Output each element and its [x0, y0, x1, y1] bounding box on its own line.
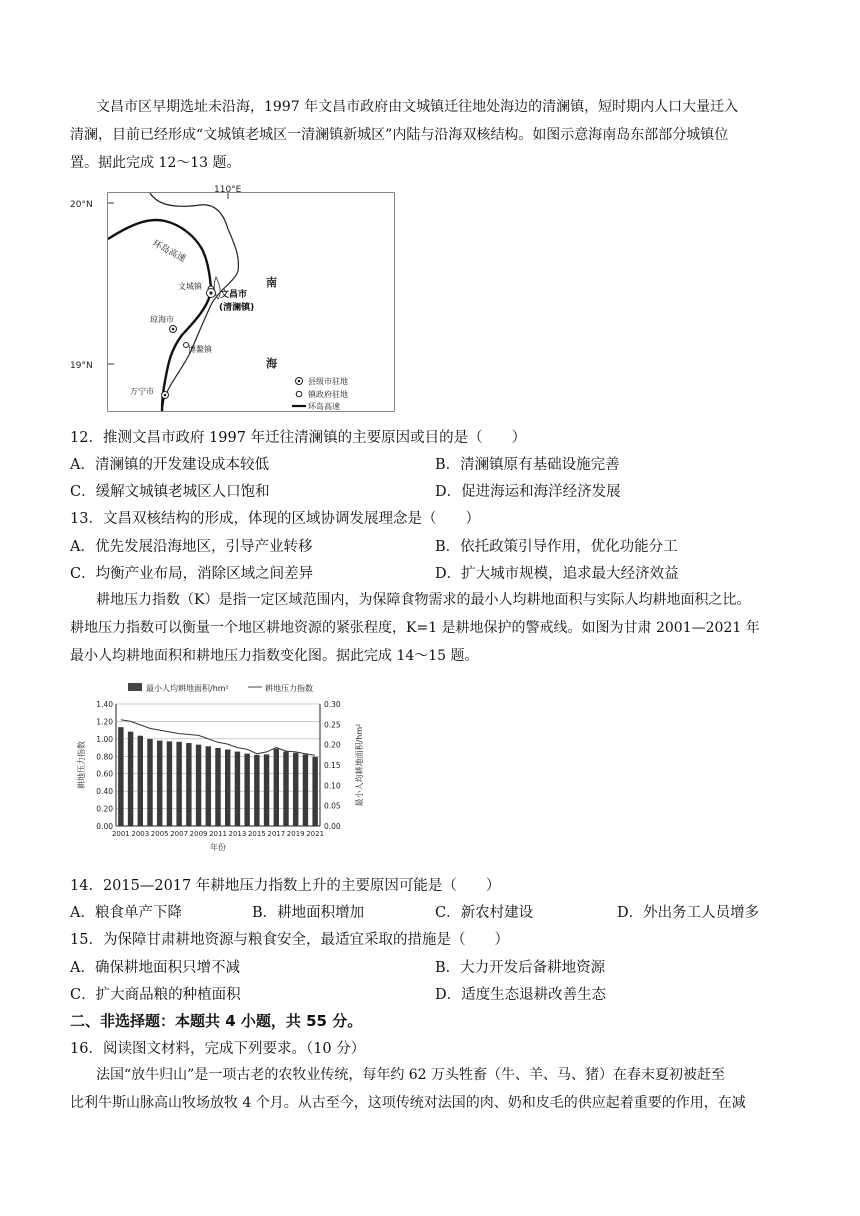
y-left-tick-label: 1.40 — [96, 700, 113, 709]
x-tick-label: 2015 — [247, 830, 266, 838]
passage2-line3: 最小人均耕地面积和耕地压力指数变化图。据此完成 14～15 题。 — [70, 648, 479, 664]
section-2-heading: 二、非选择题：本题共 4 小题，共 55 分。 — [70, 1012, 363, 1030]
q13-option-b[interactable]: B．依托政策引导作用，优化功能分工 — [435, 539, 678, 555]
x-tick-label: 2007 — [170, 830, 189, 838]
q14-stem: 14．2015—2017 年耕地压力指数上升的主要原因可能是（ ） — [70, 878, 501, 894]
q12-option-a[interactable]: A．清澜镇的开发建设成本较低 — [70, 457, 269, 473]
y-left-tick-label: 0.20 — [96, 804, 113, 814]
bar-2017 — [274, 749, 279, 826]
q15-option-a[interactable]: A．确保耕地面积只增不减 — [70, 960, 240, 976]
q14-option-d[interactable]: D．外出务工人员增多 — [617, 905, 760, 921]
legend-line-label: 耕地压力指数 — [265, 684, 313, 693]
y-left-tick-label: 0.80 — [96, 752, 113, 762]
x-tick-label: 2013 — [228, 830, 247, 838]
x-tick-label: 2019 — [286, 830, 305, 838]
legend-town: 镇政府驻地 — [308, 390, 348, 399]
y-left-axis-title: 耕地压力指数 — [77, 741, 86, 789]
y-left-tick-label: 1.20 — [96, 717, 113, 727]
y-left-tick-label: 1.00 — [96, 734, 113, 744]
wenchang-label: 文昌市 — [220, 290, 248, 300]
bar-2002 — [128, 732, 133, 826]
y-right-tick-label: 0.10 — [324, 781, 341, 791]
bar-2003 — [138, 736, 143, 826]
bar-2014 — [244, 754, 249, 826]
bar-2012 — [225, 750, 230, 826]
q15-stem: 15．为保障甘肃耕地资源与粮食安全，最适宜采取的措施是（ ） — [70, 932, 509, 948]
legend-town-icon — [296, 391, 302, 397]
bar-2007 — [176, 742, 181, 826]
lat-19n-label: 19°N — [70, 361, 93, 371]
gansu-chart — [70, 676, 390, 868]
q13-option-a[interactable]: A．优先发展沿海地区，引导产业转移 — [70, 539, 313, 555]
lat-20n-label: 20°N — [70, 200, 93, 210]
y-right-tick-label: 0.15 — [324, 761, 341, 770]
bar-2008 — [186, 743, 191, 826]
q12-option-d[interactable]: D．促进海运和海洋经济发展 — [435, 484, 621, 500]
y-right-tick-label: 0.05 — [324, 801, 341, 811]
sea-label-nan: 南 — [266, 276, 277, 289]
q12-stem: 12．推测文昌市政府 1997 年迁往清澜镇的主要原因或目的是（ ） — [70, 430, 527, 446]
y-right-axis-title: 最小人均耕地面积/hm² — [355, 723, 364, 807]
y-right-tick-label: 0.25 — [324, 720, 341, 730]
bar-2015 — [254, 755, 259, 826]
passage1-line1: 文昌市区早期选址未沿海，1997 年文昌市政府由文城镇迁往地处海边的清澜镇，短时期内人口大量迁入 — [96, 99, 739, 115]
q16-stem: 16．阅读图文材料，完成下列要求。（10 分） — [70, 1041, 366, 1057]
x-tick-label: 2001 — [111, 830, 130, 838]
bar-2020 — [303, 754, 308, 826]
passage2-line2: 耕地压力指数可以衡量一个地区耕地资源的紧张程度，K=1 是耕地保护的警戒线。如图为甘肃 2001—2021 年 — [70, 620, 760, 636]
boao-label: 博鳌镇 — [188, 345, 212, 354]
bar-2009 — [196, 745, 201, 826]
y-right-tick-label: 0.00 — [324, 822, 341, 831]
bar-2016 — [264, 754, 269, 826]
lon-110e-label: 110°E — [214, 185, 242, 195]
q15-option-c[interactable]: C．扩大商品粮的种植面积 — [70, 987, 241, 1003]
passage2-line1: 耕地压力指数（K）是指一定区域范围内，为保障食物需求的最小人均耕地面积与实际人均耕地面积之比。 — [96, 592, 751, 608]
wencheng-label: 文城镇 — [178, 282, 202, 291]
x-tick-label: 2003 — [131, 830, 150, 838]
q14-option-c[interactable]: C．新农村建设 — [435, 905, 534, 921]
q12-option-b[interactable]: B．清澜镇原有基础设施完善 — [435, 457, 620, 473]
x-tick-label: 2005 — [150, 830, 169, 838]
bar-2019 — [293, 753, 298, 826]
x-tick-label: 2009 — [189, 830, 208, 838]
y-left-tick-label: 0.60 — [96, 769, 113, 779]
qinglan-label: (清澜镇) — [219, 303, 255, 313]
q12-option-c[interactable]: C．缓解文城镇老城区人口饱和 — [70, 484, 270, 500]
y-left-tick-label: 0.40 — [96, 787, 113, 797]
bar-2006 — [167, 741, 172, 826]
q13-option-d[interactable]: D．扩大城市规模，追求最大经济效益 — [435, 566, 679, 582]
bar-2010 — [206, 746, 211, 826]
x-tick-label: 2021 — [306, 830, 325, 838]
q15-option-b[interactable]: B．大力开发后备耕地资源 — [435, 960, 606, 976]
legend-bar-label: 最小人均耕地面积/hm² — [146, 684, 229, 693]
x-tick-label: 2011 — [209, 830, 227, 838]
y-right-tick-label: 0.20 — [324, 740, 341, 750]
hainan-east-map — [70, 185, 400, 415]
q15-option-d[interactable]: D．适度生态退耕改善生态 — [435, 987, 607, 1003]
bar-2004 — [147, 739, 152, 826]
q13-option-c[interactable]: C．均衡产业布局，消除区域之间差异 — [70, 566, 314, 582]
y-left-tick-label: 0.00 — [96, 822, 113, 831]
x-axis-title: 年份 — [210, 843, 226, 852]
legend-highway: 环岛高速 — [308, 402, 340, 411]
q16-line1: 法国“放牛归山”是一项古老的农牧业传统，每年约 62 万头牲畜（牛、羊、马、猪）在春末夏初被赶至 — [96, 1067, 726, 1083]
legend-county: 县级市驻地 — [308, 377, 348, 386]
bar-2001 — [118, 727, 123, 826]
bar-2013 — [235, 752, 240, 826]
passage1-line2: 清澜，目前已经形成“文城镇老城区一清澜镇新城区”内陆与沿海双核结构。如图示意海南岛东部部分城镇位 — [70, 127, 729, 143]
x-tick-label: 2017 — [267, 830, 286, 838]
legend-bar-swatch — [128, 683, 142, 691]
q14-option-b[interactable]: B．耕地面积增加 — [252, 905, 365, 921]
wanning-label: 万宁市 — [130, 387, 154, 396]
highway-label: 环岛高速 — [150, 238, 188, 265]
qionghai-label: 琼海市 — [150, 315, 174, 324]
q16-line2: 比利牛斯山脉高山牧场放牧 4 个月。从古至今，这项传统对法国的肉、奶和皮毛的供应起着重要的作用，在减 — [70, 1095, 746, 1111]
q14-option-a[interactable]: A．粮食单产下降 — [70, 905, 182, 921]
q13-stem: 13．文昌双核结构的形成，体现的区域协调发展理念是（ ） — [70, 511, 480, 527]
bar-2018 — [283, 752, 288, 826]
y-right-tick-label: 0.30 — [324, 700, 341, 709]
bar-2005 — [157, 741, 162, 826]
boao-marker — [184, 343, 189, 348]
passage1-line3: 置。据此完成 12～13 题。 — [70, 155, 241, 171]
bar-2021 — [312, 757, 317, 826]
bar-2011 — [215, 748, 220, 826]
sea-label-hai: 海 — [266, 357, 277, 370]
